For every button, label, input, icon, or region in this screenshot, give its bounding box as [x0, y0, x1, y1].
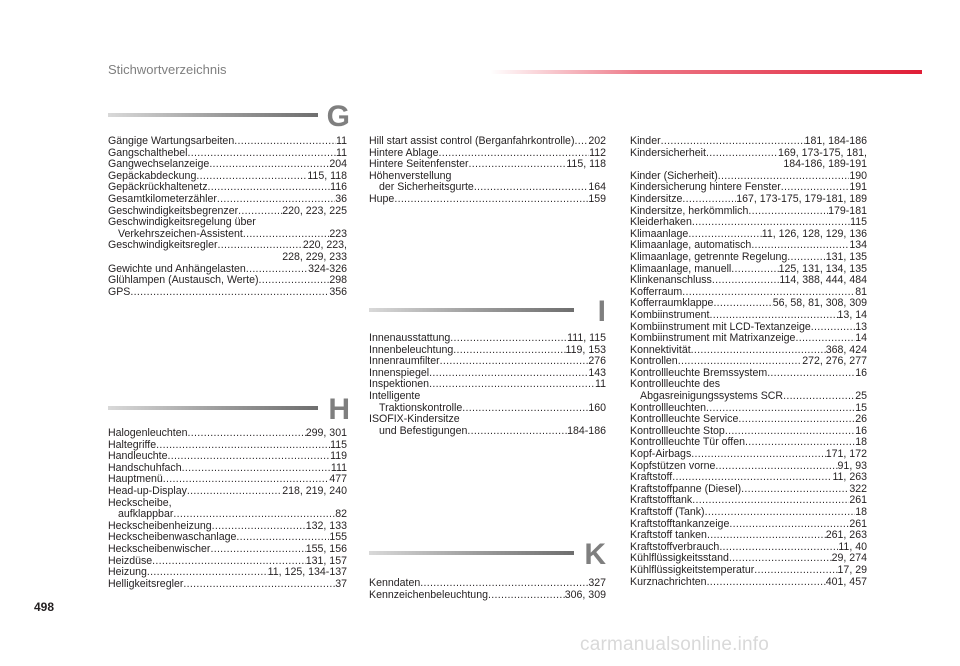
index-entry: Kraftstoffpanne (Diesel) ..... 322 [630, 484, 867, 496]
index-entry: Kontrollen ..... 272, 276, 277 [630, 356, 867, 368]
index-entry: Kurznachrichten ..... 401, 457 [630, 577, 867, 589]
index-entry: Kindersicherung hintere Fenster ..... 191 [630, 182, 867, 194]
index-entry: Kinder (Sicherheit) ..... 190 [630, 171, 867, 183]
index-entry: und Befestigungen ..... 184-186 [369, 426, 606, 438]
index-entry: Hauptmenü ..... 477 [108, 474, 347, 486]
index-entry: Kraftstoff ..... 11, 263 [630, 472, 867, 484]
page-header-title: Stichwortverzeichnis [108, 62, 227, 77]
index-entry: Kopf-Airbags ..... 171, 172 [630, 449, 867, 461]
index-column-k-continued [630, 136, 867, 588]
index-entry: Kontrollleuchte Stop ..... 16 [630, 426, 867, 438]
index-entry: Traktionskontrolle ..... 160 [369, 403, 606, 415]
letter-heading-i [369, 297, 608, 327]
index-entry: Handschuhfach ..... 111 [108, 463, 347, 475]
index-entry: Kraftstofftank ..... 261 [630, 495, 867, 507]
index-entry: Kraftstoff tanken ..... 261, 263 [630, 530, 867, 542]
index-entry-heading: Geschwindigkeitsregelung über [108, 216, 256, 229]
index-entry: Hupe ..... 159 [369, 194, 606, 206]
index-entry: GPS ..... 356 [108, 287, 347, 299]
index-entry: Gesamtkilometerzähler ..... 36 [108, 194, 347, 206]
index-entry: Hintere Seitenfenster ..... 115, 118 [369, 159, 606, 171]
index-entry: Innenausstattung ..... 111, 115 [369, 333, 606, 345]
index-entry: Kraftstoff (Tank) ..... 18 [630, 507, 867, 519]
index-entry: Kraftstoffverbrauch ..... 11, 40 [630, 542, 867, 554]
index-entry: Heckscheibenheizung ..... 132, 133 [108, 521, 347, 533]
index-entry: Gepäckabdeckung ..... 115, 118 [108, 171, 347, 183]
index-entry: Innenspiegel ..... 143 [369, 368, 606, 380]
index-entry: Kindersitze ..... 167, 173-175, 179-181, 189 [630, 194, 867, 206]
index-entry: Glühlampen (Austausch, Werte) ..... 298 [108, 275, 347, 287]
index-entry: Klimaanlage ..... 11, 126, 128, 129, 136 [630, 229, 867, 241]
index-entry: Kontrollleuchte Service ..... 26 [630, 414, 867, 426]
index-entry: Gepäckrückhaltenetz ..... 116 [108, 182, 347, 194]
index-entry: Kinder ..... 181, 184-186 [630, 136, 867, 148]
index-entry: Heizdüse ..... 131, 157 [108, 556, 347, 568]
index-entry: Innenbeleuchtung ..... 119, 153 [369, 345, 606, 357]
index-entry: Konnektivität ..... 368, 424 [630, 345, 867, 357]
index-entry: Kombiinstrument ..... 13, 14 [630, 310, 867, 322]
letter-label: H [328, 393, 350, 426]
index-entry: Inspektionen ..... 11 [369, 379, 606, 391]
watermark: carmanualsonline.info [580, 634, 770, 655]
index-entry: Helligkeitsregler ..... 37 [108, 579, 347, 591]
index-entry: aufklappbar ..... 82 [108, 509, 347, 521]
index-entry: Kopfstützen vorne ..... 91, 93 [630, 461, 867, 473]
index-entry: Kombiinstrument mit LCD-Textanzeige ..... 13 [630, 322, 867, 334]
letter-label: K [584, 538, 606, 571]
index-entry: Gangschalthebel ..... 11 [108, 148, 347, 160]
index-entry: Heckscheibenwaschanlage ..... 155 [108, 532, 347, 544]
index-entry: Hill start assist control (Berganfahrkontrolle) ..... 202 [369, 136, 606, 148]
index-entry: Head-up-Display ..... 218, 219, 240 [108, 486, 347, 498]
index-column-g [108, 136, 347, 298]
index-column-h [108, 428, 347, 590]
index-entry: Klimaanlage, getrennte Regelung ..... 131, 135 [630, 252, 867, 264]
index-entry: Gewichte und Anhängelasten ..... 324-326 [108, 264, 347, 276]
index-entry: Kofferraumklappe ..... 56, 58, 81, 308, 309 [630, 298, 867, 310]
index-entry-continuation: 228, 229, 233 [282, 250, 347, 263]
letter-heading-h [108, 395, 352, 425]
index-entry: Kontrollleuchten ..... 15 [630, 403, 867, 415]
index-entry: Klimaanlage, automatisch ..... 134 [630, 240, 867, 252]
index-entry: Haltegriffe ..... 115 [108, 440, 347, 452]
index-entry-heading: ISOFIX-Kindersitze [369, 413, 460, 426]
index-entry: Kontrollleuchte Bremssystem ..... 16 [630, 368, 867, 380]
letter-divider [108, 113, 318, 117]
index-entry: Gängige Wartungsarbeiten ..... 11 [108, 136, 347, 148]
index-entry: Kleiderhaken ..... 115 [630, 217, 867, 229]
index-entry-heading: Intelligente [369, 389, 421, 402]
index-column-i [369, 333, 606, 437]
index-entry: Kombiinstrument mit Matrixanzeige ..... 14 [630, 333, 867, 345]
index-entry-continuation: 184-186, 189-191 [783, 158, 867, 171]
letter-divider [369, 308, 574, 312]
index-entry: Geschwindigkeitsregler ..... 220, 223, [108, 240, 347, 252]
index-entry: Handleuchte ..... 119 [108, 451, 347, 463]
index-entry: Kenndaten ..... 327 [369, 578, 606, 590]
index-entry: der Sicherheitsgurte ..... 164 [369, 182, 606, 194]
index-entry: Klimaanlage, manuell ..... 125, 131, 134, 135 [630, 264, 867, 276]
header-accent-bar [490, 70, 922, 74]
page-number: 498 [34, 600, 55, 614]
letter-heading-g [108, 102, 352, 132]
index-entry: Heizung ..... 11, 125, 134-137 [108, 567, 347, 579]
index-entry: Kindersitze, herkömmlich ..... 179-181 [630, 206, 867, 218]
index-entry: Klinkenanschluss ..... 114, 388, 444, 484 [630, 275, 867, 287]
index-entry: Innenraumfilter ..... 276 [369, 356, 606, 368]
index-entry: Kühlflüssigkeitstemperatur ..... 17, 29 [630, 565, 867, 577]
index-entry: Kofferraum ..... 81 [630, 287, 867, 299]
letter-divider [369, 551, 574, 555]
index-column-k [369, 578, 606, 601]
letter-label: I [597, 295, 606, 328]
index-entry: Verkehrszeichen-Assistent ..... 223 [108, 229, 347, 241]
letter-divider [108, 406, 318, 410]
index-entry: Gangwechselanzeige ..... 204 [108, 159, 347, 171]
index-entry: Kindersicherheit ..... 169, 173-175, 181, [630, 148, 867, 160]
index-entry: Geschwindigkeitsbegrenzer ..... 220, 223, 225 [108, 206, 347, 218]
index-entry: Abgasreinigungssystems SCR ..... 25 [630, 391, 867, 403]
index-entry-heading: Kontrollleuchte des [630, 378, 721, 391]
index-entry-heading: Höhenverstellung [369, 169, 452, 182]
index-entry-heading: Heckscheibe, [108, 496, 172, 509]
index-entry: Kontrollleuchte Tür offen ..... 18 [630, 437, 867, 449]
index-entry: Halogenleuchten ..... 299, 301 [108, 428, 347, 440]
index-entry: Kühlflüssigkeitsstand ..... 29, 274 [630, 553, 867, 565]
index-entry: Kraftstofftankanzeige ..... 261 [630, 519, 867, 531]
letter-label: G [326, 100, 350, 133]
index-column-h-continued [369, 136, 606, 206]
index-entry: Heckscheibenwischer ..... 155, 156 [108, 544, 347, 556]
index-entry: Hintere Ablage ..... 112 [369, 148, 606, 160]
index-entry: Kennzeichenbeleuchtung ..... 306, 309 [369, 590, 606, 602]
letter-heading-k [369, 540, 608, 570]
